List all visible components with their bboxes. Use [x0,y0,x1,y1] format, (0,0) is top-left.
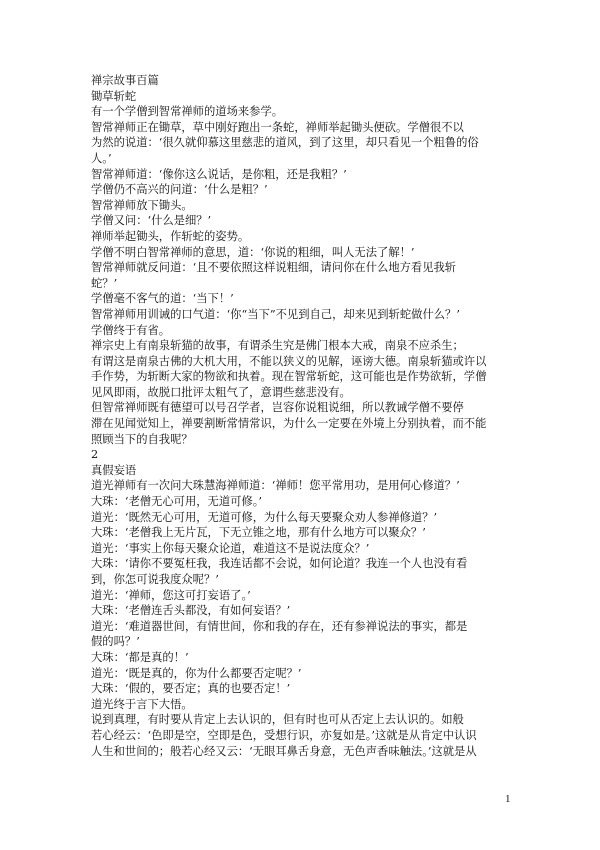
text-line: 照顾当下的自我呢？ [91,432,193,446]
text-line: 蛇？’ [91,276,118,290]
text-line: 大珠：‘老僧连舌头都没，有如何妄语？’ [91,604,291,618]
document-body [91,73,509,759]
text-line: 为然的说道：‘很久就仰慕这里慈悲的道风，到了这里，却只看见一个粗鲁的俗 [91,136,479,150]
text-line: 大珠：‘老僧无心可用，无道可修。’ [91,495,262,509]
text-line: 道光：‘禅师，您这可打妄语了。’ [91,588,251,602]
text-line: 智常禅师放下锄头。 [91,198,193,212]
text-line: 有谓这是南泉古佛的大机大用，不能以狭义的见解，诬谤大德。南泉斩猫或许以 [91,354,487,368]
text-line: 道光：‘既然无心可用，无道可修，为什么每天要聚众劝人参禅修道？’ [91,510,438,524]
text-line: 道光禅师有一次问大珠慧海禅师道：‘禅师！您平常用功，是用何心修道？’ [91,479,460,493]
text-line: 大珠：‘老僧我上无片瓦，下无立锥之地，那有什么地方可以聚众？’ [91,526,426,540]
text-line: 禅师举起锄头，作斩蛇的姿势。 [91,229,250,243]
text-line: 假的吗？’ [91,635,140,649]
text-line: 人生和世间的；般若心经又云：‘无眼耳鼻舌身意，无色声香味触法。’这就是从 [91,744,477,758]
text-line: 说到真理，有时要从肯定上去认识的，但有时也可从否定上去认识的。如般 [91,713,464,727]
text-line: 大珠：‘都是真的！’ [91,650,189,664]
text-line: 道光：‘难道器世间，有情世间，你和我的存在，还有参禅说法的事实，都是 [91,619,468,633]
text-line: 大珠：‘请你不要冤枉我，我连话都不会说，如何论道？我连一个人也没有看 [91,557,468,571]
text-line: 道光终于言下大悟。 [91,697,193,711]
text-line: 手作势，为斩断大家的物欲和执着。现在智常斩蛇，这可能也是作势欲斩，学僧 [91,370,487,384]
text-line: 学僧不明白智常禅师的意思，道：‘你说的粗细，叫人无法了解！’ [91,245,415,259]
text-line: 智常禅师正在锄草，草中刚好跑出一条蛇，禅师举起锄头便砍。学僧很不以 [91,120,464,134]
text-line: 道光：‘事实上你每天聚众论道，难道这不是说法度众？’ [91,541,370,555]
text-line: 到，你怎可说我度众呢？’ [91,573,219,586]
text-line: 禅宗史上有南泉斩猫的故事，有谓杀生究是佛门根本大戒，南泉不应杀生； [91,339,464,353]
text-line: 学僧又问：‘什么是细？’ [91,214,212,228]
text-line: 滞在见闻觉知上，禅要割断常情常识，为什么一定要在外境上分别执着，而不能 [91,417,487,431]
text-line: 但智常禅师既有德望可以号召学者，岂容你说粗说细，所以教诫学僧不要停 [91,401,464,415]
text-line: 学僧仍不高兴的问道：‘什么是粗？’ [91,183,268,197]
text-line: 人。’ [91,151,112,165]
text-line: 禅宗故事百篇 [91,74,159,87]
page-number: 1 [505,793,511,805]
text-line: 若心经云：‘色即是空，空即是色，受想行识，亦复如是。’这就是从肯定中认识 [91,728,477,742]
text-line: 智常禅师道：‘像你这么说话，是你粗，还是我粗？’ [91,167,347,181]
text-line: 学僧毫不客气的道：‘当下！’ [91,292,234,306]
text-line: 学僧终于有省。 [91,323,171,337]
text-line: 智常禅师就反问道：‘且不要依照这样说粗细，请问你在什么地方看见我斩 [91,261,457,275]
text-line: 道光：‘既是真的，你为什么都要否定呢？’ [91,666,302,680]
text-line: 有一个学僧到智常禅师的道场来参学。 [91,105,284,119]
text-line: 见风即雨，故脱口批评太粗气了，意谓些慈悲没有。 [91,385,351,399]
text-line: 智常禅师用训诫的口气道：‘你“当下”不见到自己，却来见到斩蛇做什么？’ [91,307,460,321]
text-line: 锄草斩蛇 [91,89,137,103]
text-line: 真假妄语 [91,463,137,477]
text-line: 大珠：‘假的，要否定；真的也要否定！’ [91,682,291,696]
text-line: 2 [91,448,99,462]
